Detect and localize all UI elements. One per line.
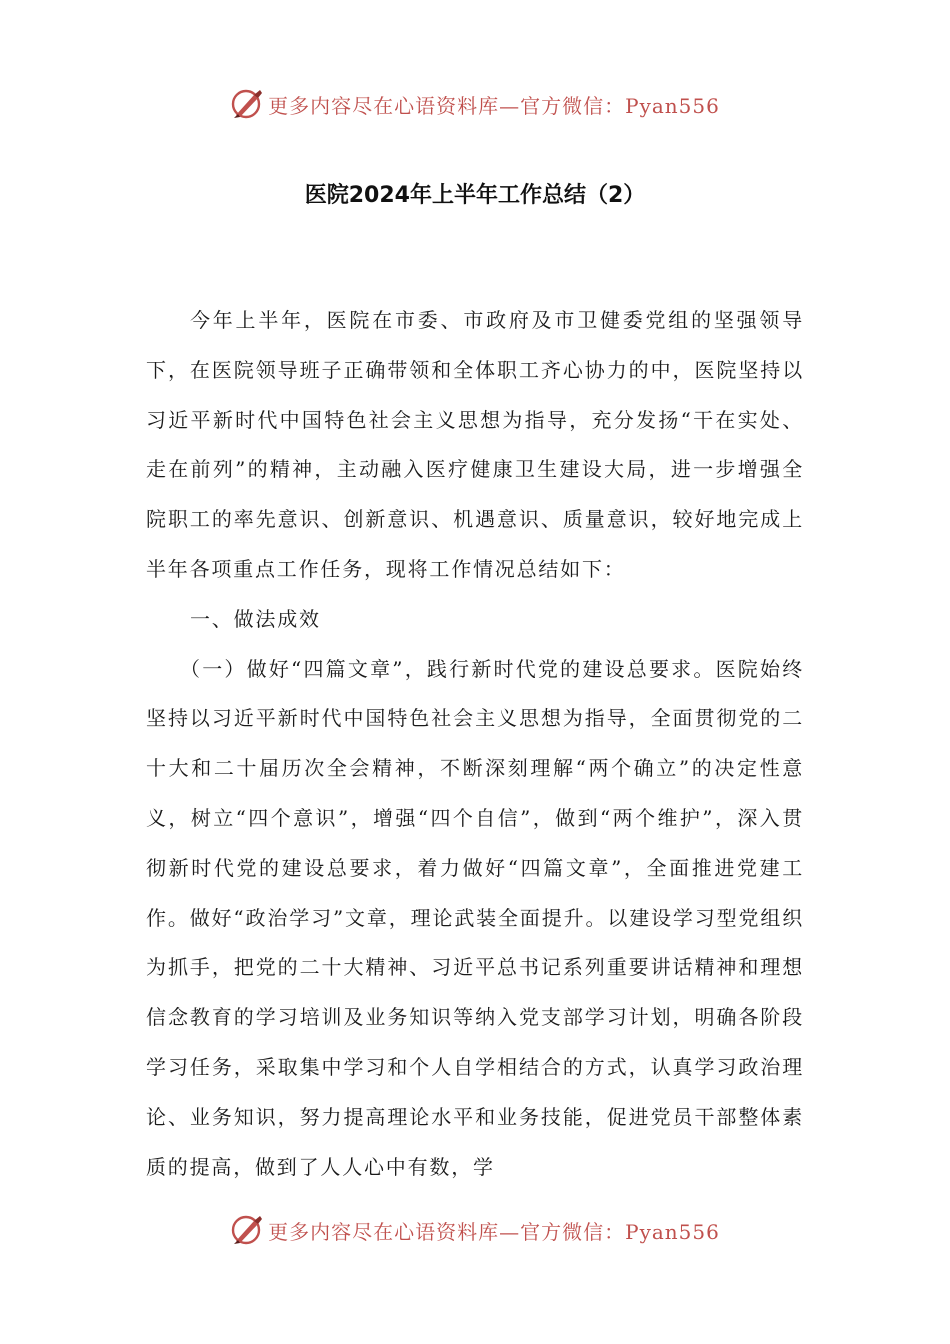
watermark-text: 更多内容尽在心语资料库—官方微信：Pyan556 <box>268 93 720 118</box>
intro-paragraph: 今年上半年，医院在市委、市政府及市卫健委党组的坚强领导下，在医院领导班子正确带领和全体职工齐心协力的中，医院坚持以习近平新时代中国特色社会主义思想为指导，充分发扬“干在实处、走在前列”的精神，主动融入医疗健康卫生建设大局，进一步增强全院职工的率先意识、创新意识、机遇意识、质量意识，较好地完成上半年各项重点工作任务，现将工作情况总结如下： <box>146 308 804 581</box>
document-title: 医院2024年上半年工作总结（2） <box>304 183 646 208</box>
section-heading: 一、做法成效 <box>190 606 321 631</box>
header-watermark-banner <box>0 84 950 124</box>
body-paragraph: （一）做好“四篇文章”，践行新时代党的建设总要求。医院始终坚持以习近平新时代中国特色社会主义思想为指导，全面贯彻党的二十大和二十届历次全会精神，不断深刻理解“两个确立”的决定性意义，树立“四个意识”，增强“四个自信”，做到“两个维护”，深入贯彻新时代党的建设总要求，着力做好“四篇文章”，全面推进党建工作。做好“政治学习”文章，理论武装全面提升。以建设学习型党组织为抓手，把党的二十大精神、习近平总书记系列重要讲话精神和理想信念教育的学习培训及业务知识等纳入党支部学习计划，明确各阶段学习任务，采取集中学习和个人自学相结合的方式，认真学习政治理论、业务知识，努力提高理论水平和业务技能，促进党员干部整体素质的提高，做到了人人心中有数，学 <box>146 656 804 1179</box>
footer-watermark-banner <box>0 1210 950 1250</box>
pen-logo-icon <box>230 1213 264 1247</box>
pen-logo-icon <box>230 87 264 121</box>
watermark-text: 更多内容尽在心语资料库—官方微信：Pyan556 <box>268 1219 720 1244</box>
document-body <box>146 296 804 1192</box>
